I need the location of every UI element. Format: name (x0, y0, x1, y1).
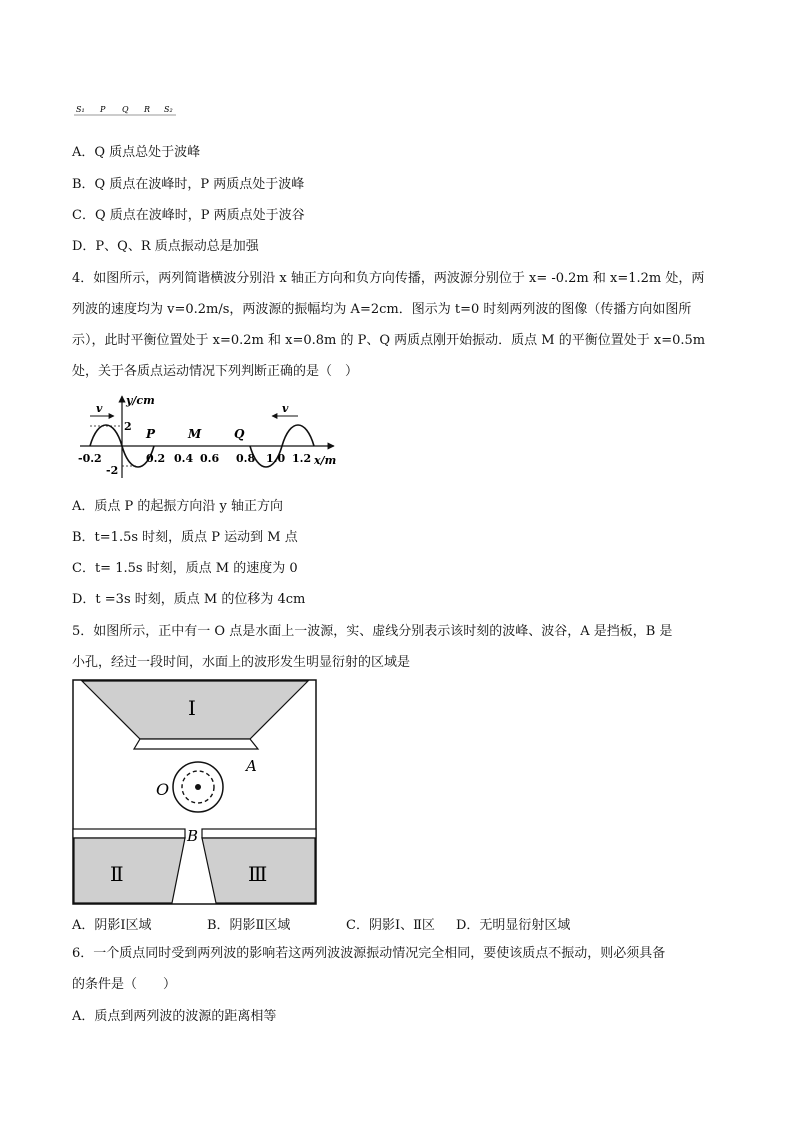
q5-option-d: D．无明显衍射区域 (456, 918, 571, 933)
q4-line-2: 列波的速度均为 v=0.2m/s，两波源的振幅均为 A=2cm．图示为 t=0 时刻两列波的图像（传播方向如图所 (72, 302, 692, 317)
q4-line-3: 示），此时平衡位置处于 x=0.2m 和 x=0.8m 的 P、Q 两质点刚开始振动．质点 M 的平衡位置处于 x=0.5m (72, 333, 706, 348)
label-q: Q (122, 105, 129, 114)
label-o: O (156, 780, 170, 799)
q5-option-a: A．阴影Ⅰ区域 (72, 918, 152, 933)
q4-line-1: 4．如图所示，两列简谐横波分别沿 x 轴正方向和负方向传播，两波源分别位于 x= -0.2m 和 x=1.2m 处，两 (72, 271, 705, 286)
tick-08: 0.8 (236, 452, 256, 465)
region-2-shade (74, 838, 185, 903)
tick-12: 1.2 (292, 452, 312, 465)
q6-option-a: A．质点到两列波的波源的距离相等 (72, 1009, 277, 1024)
q4-option-a: A．质点 P 的起振方向沿 y 轴正方向 (72, 499, 284, 514)
q6-line-2: 的条件是（ ） (72, 977, 177, 992)
q5-line-2: 小孔，经过一段时间，水面上的波形发生明显衍射的区域是 (72, 655, 411, 670)
q3-option-b: B．Q 质点在波峰时，P 两质点处于波峰 (72, 177, 305, 192)
q4-line-4: 处，关于各质点运动情况下列判断正确的是（ ） (72, 364, 359, 379)
q3-option-a: A．Q 质点总处于波峰 (72, 145, 201, 160)
tick-neg02: -0.2 (78, 452, 102, 465)
amp-neg-label: -2 (106, 464, 119, 477)
source-o-dot (195, 784, 201, 790)
x-axis-label: x/m (314, 454, 337, 467)
point-p-label: P (146, 427, 156, 441)
left-velocity-label: v (96, 402, 103, 415)
q3-option-d: D．P、Q、R 质点振动总是加强 (72, 239, 259, 254)
label-a: A (246, 757, 257, 775)
y-axis-label: y/cm (126, 394, 155, 407)
label-r: R (144, 105, 151, 114)
q4-option-d: D．t =3s 时刻，质点 M 的位移为 4cm (72, 592, 306, 607)
tick-02: 0.2 (146, 452, 166, 465)
label-p: P (100, 105, 106, 114)
q4-wave-figure (76, 392, 346, 480)
barrier-right (202, 829, 316, 838)
q5-option-c: C．阴影Ⅰ、Ⅱ区 (346, 918, 435, 933)
region-3-label: Ⅲ (248, 862, 268, 886)
top-points-figure (72, 100, 192, 120)
baffle-a (134, 739, 258, 749)
q5-diffraction-figure (72, 679, 318, 907)
tick-10: 1.0 (266, 452, 286, 465)
q6-line-1: 6．一个质点同时受到两列波的影响若这两列波波源振动情况完全相同，要使该质点不振动，则必须具备 (72, 946, 666, 961)
q5-option-b: B．阴影Ⅱ区域 (207, 918, 291, 933)
q3-option-c: C．Q 质点在波峰时，P 两质点处于波谷 (72, 208, 305, 223)
label-s2: S₂ (164, 105, 173, 114)
region-2-label: Ⅱ (110, 862, 124, 886)
q5-line-1: 5．如图所示，正中有一 O 点是水面上一波源，实、虚线分别表示该时刻的波峰、波谷，A 是挡板，B 是 (72, 624, 673, 639)
right-velocity-label: v (282, 402, 289, 415)
region-1-label: Ⅰ (188, 696, 196, 720)
point-m-label: M (188, 427, 202, 441)
amp-pos-label: 2 (124, 420, 132, 433)
q4-option-b: B．t=1.5s 时刻，质点 P 运动到 M 点 (72, 530, 298, 545)
barrier-left (73, 829, 185, 838)
point-q-label: Q (234, 427, 245, 441)
label-s1: S₁ (76, 105, 85, 114)
label-b: B (187, 827, 199, 845)
tick-04: 0.4 (174, 452, 194, 465)
tick-06: 0.6 (200, 452, 220, 465)
q4-option-c: C．t= 1.5s 时刻，质点 M 的速度为 0 (72, 561, 298, 576)
